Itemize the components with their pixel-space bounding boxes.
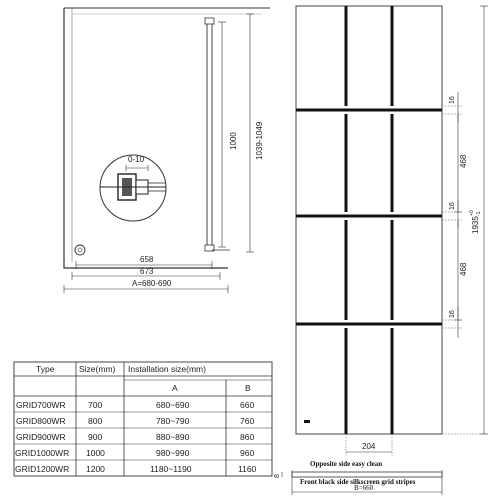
svg-text:660: 660 — [240, 400, 255, 410]
svg-text:8: 8 — [274, 474, 281, 478]
th-type: Type — [36, 364, 55, 374]
svg-text:1200: 1200 — [86, 464, 105, 474]
detail-dim: 0-10 — [128, 155, 145, 164]
svg-text:860: 860 — [240, 432, 255, 442]
svg-text:780~790: 780~790 — [156, 416, 190, 426]
svg-text:700: 700 — [88, 400, 103, 410]
svg-text:1180~1190: 1180~1190 — [150, 464, 192, 474]
svg-text:+0: +0 — [469, 210, 475, 216]
svg-text:980~990: 980~990 — [156, 448, 190, 458]
svg-text:468: 468 — [459, 262, 468, 276]
svg-text:16: 16 — [449, 202, 456, 210]
glass-panel-elevation — [296, 6, 442, 434]
glass-profile — [292, 472, 442, 477]
svg-text:900: 900 — [88, 432, 103, 442]
spec-table — [14, 362, 272, 476]
wall-profile-top — [205, 18, 214, 24]
svg-text:16: 16 — [449, 310, 456, 318]
dim-spacing-1 — [454, 114, 468, 212]
dim-grid-low — [442, 306, 462, 338]
svg-text:GRID800WR: GRID800WR — [16, 416, 66, 426]
dim-profile-8 — [274, 472, 282, 478]
svg-text:960: 960 — [240, 448, 255, 458]
dim-A — [64, 279, 228, 293]
svg-text:A=680-690: A=680-690 — [132, 279, 172, 288]
svg-text:16: 16 — [449, 96, 456, 104]
svg-text:GRID1200WR: GRID1200WR — [15, 464, 70, 474]
svg-text:1000: 1000 — [229, 132, 238, 150]
svg-text:1935: 1935 — [471, 216, 480, 234]
dim-grid-top — [442, 92, 462, 122]
th-col-a: A — [172, 383, 178, 393]
svg-text:GRID1000WR: GRID1000WR — [15, 448, 70, 458]
svg-text:760: 760 — [240, 416, 255, 426]
th-col-b: B — [245, 383, 251, 393]
svg-text:673: 673 — [140, 267, 154, 276]
dim-spacing-2 — [454, 220, 468, 320]
svg-text:B=660: B=660 — [354, 484, 374, 492]
dim-outer-height — [246, 14, 264, 252]
svg-text:1000: 1000 — [86, 448, 105, 458]
svg-text:658: 658 — [140, 255, 154, 264]
svg-text:468: 468 — [459, 154, 468, 168]
note-front: Front black side silkscreen grid stripes — [300, 478, 416, 486]
note-opposite: Opposite side easy clean — [310, 460, 383, 468]
glass-panel-plan — [207, 22, 212, 247]
svg-text:680~690: 680~690 — [156, 400, 190, 410]
dim-inner-height — [218, 22, 238, 247]
dim-grid-mid — [442, 200, 462, 228]
th-installation: Installation size(mm) — [128, 364, 206, 374]
svg-text:800: 800 — [88, 416, 103, 426]
elevation-view — [274, 6, 488, 495]
svg-text:204: 204 — [362, 442, 376, 451]
svg-text:1039-1049: 1039-1049 — [255, 121, 264, 160]
plan-view — [64, 8, 270, 293]
svg-text:880~890: 880~890 — [156, 432, 190, 442]
svg-text:1160: 1160 — [238, 464, 257, 474]
drain-icon — [75, 245, 85, 255]
svg-text:GRID700WR: GRID700WR — [16, 400, 66, 410]
th-size: Size(mm) — [79, 364, 116, 374]
svg-text:-1: -1 — [476, 211, 482, 216]
dim-column — [346, 434, 392, 456]
logo-mark — [304, 420, 310, 423]
svg-text:GRID900WR: GRID900WR — [16, 432, 66, 442]
